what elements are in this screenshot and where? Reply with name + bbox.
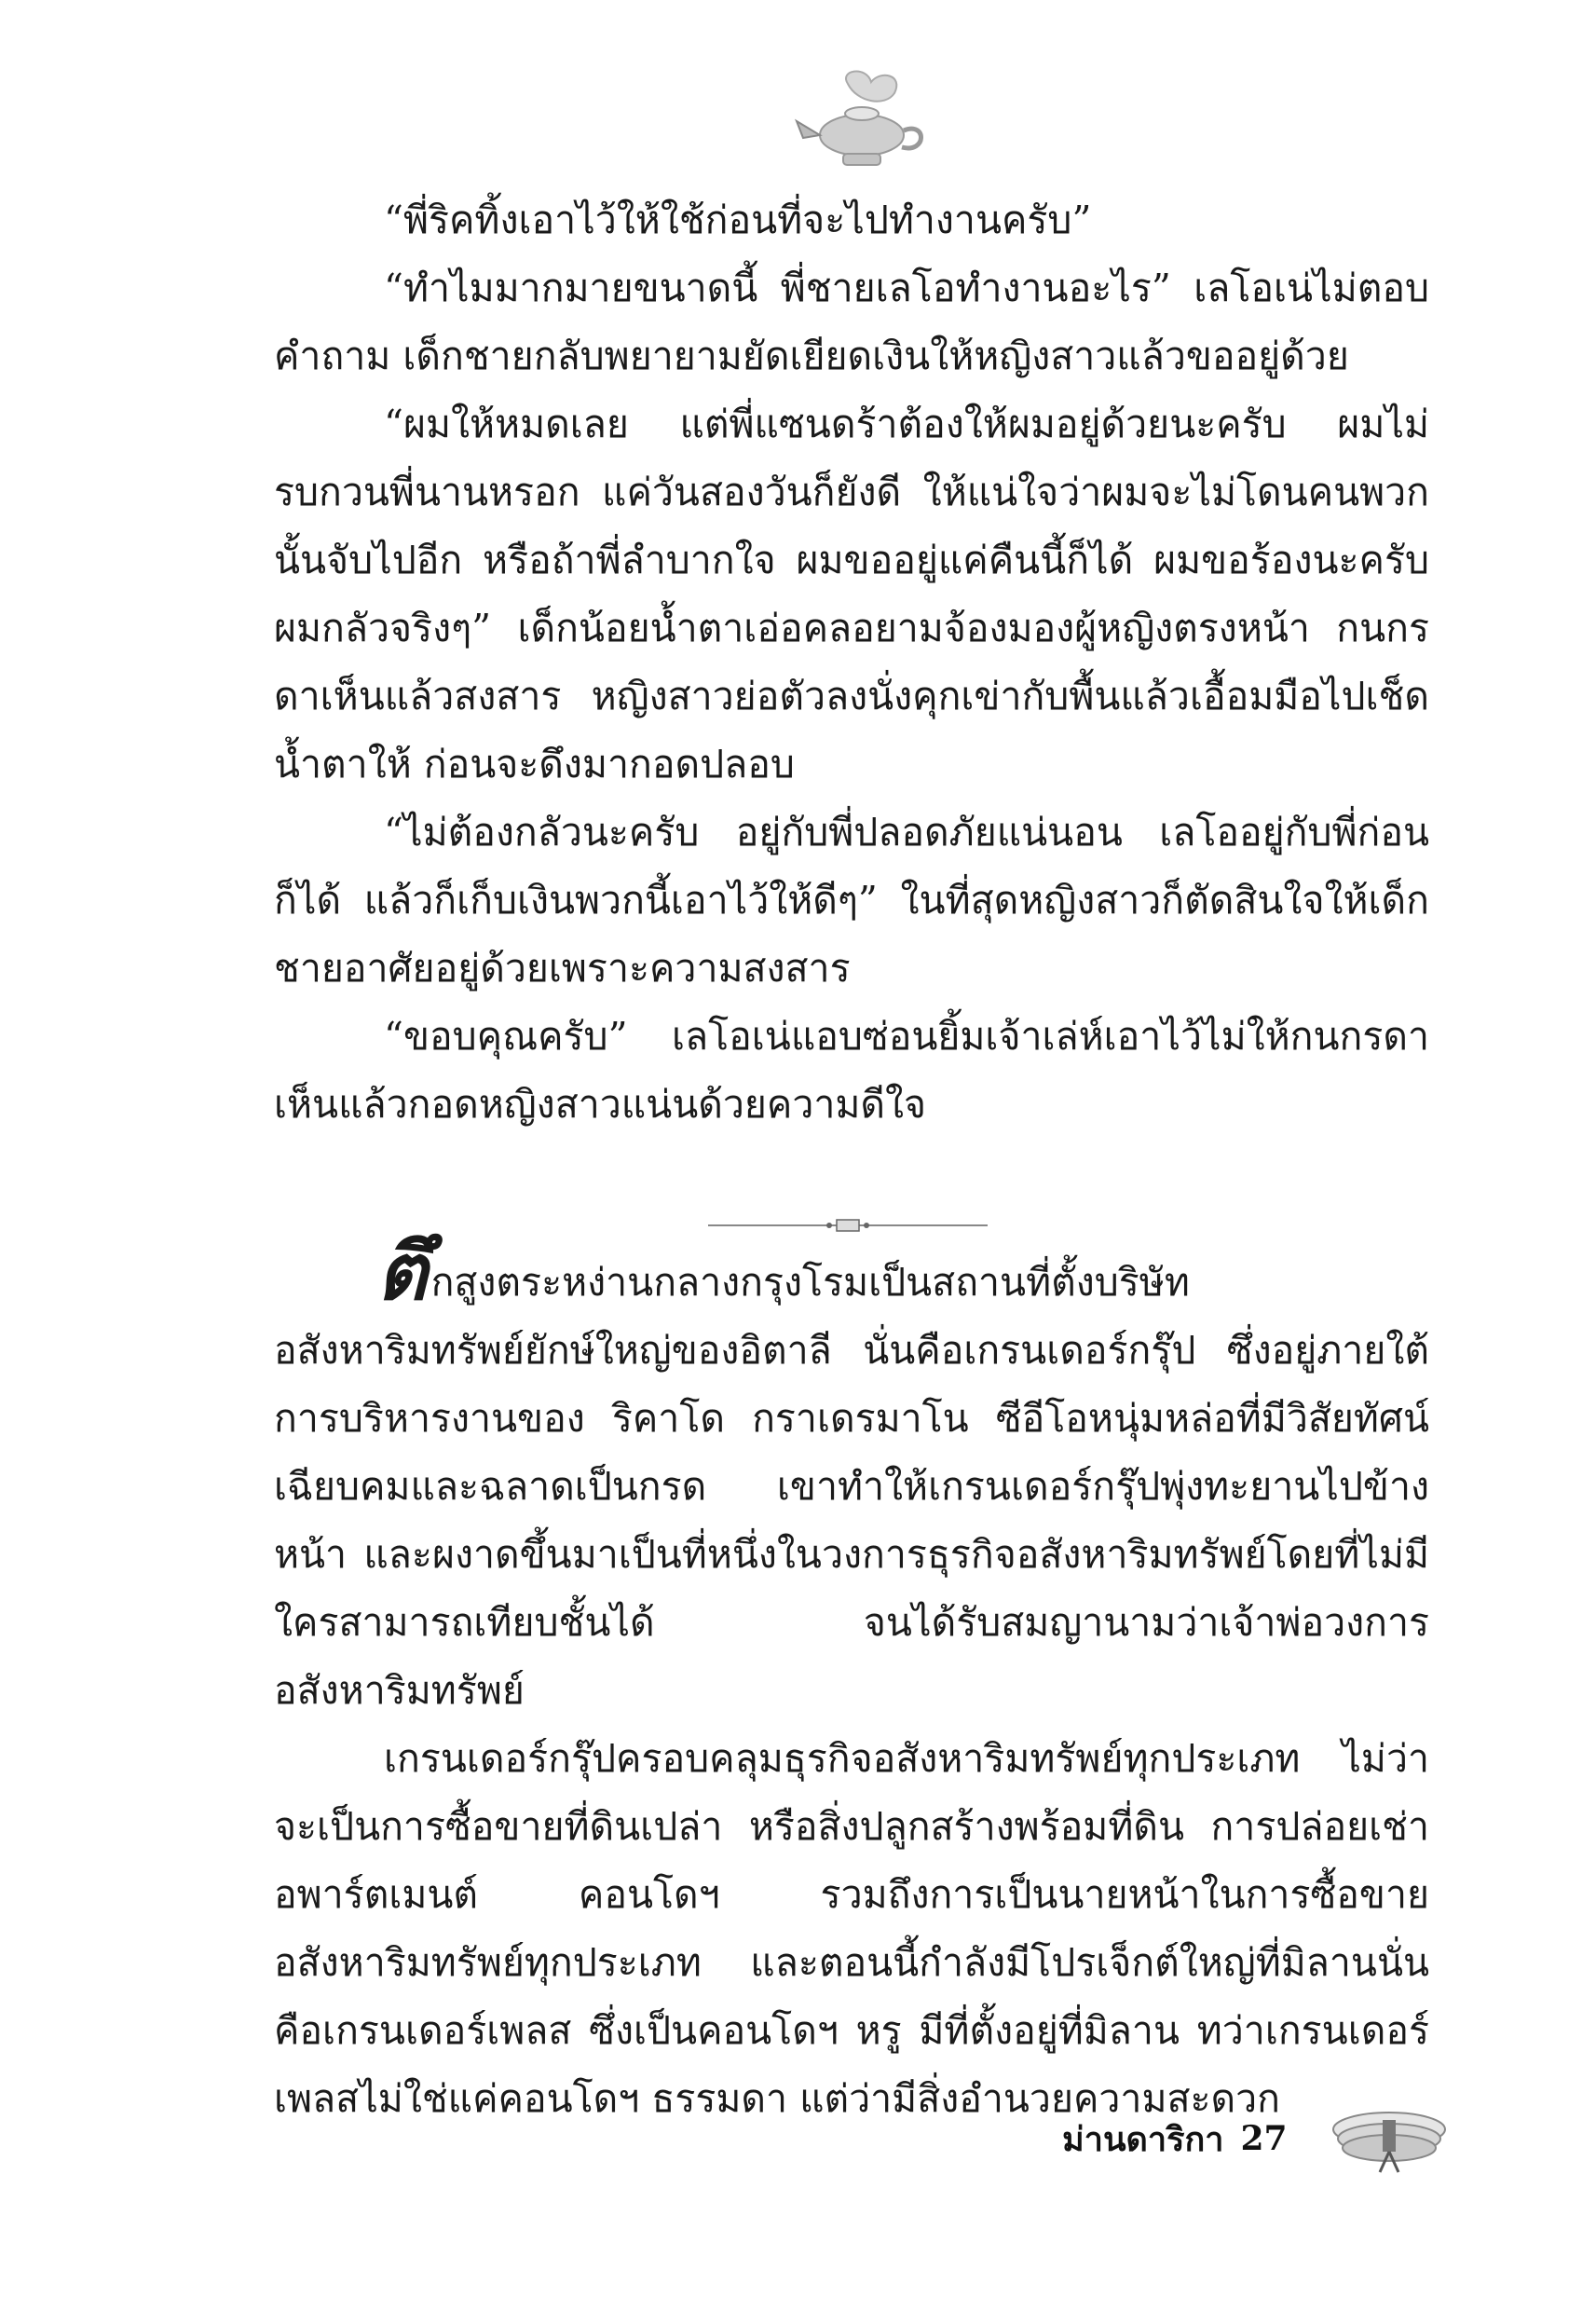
paragraph: “พี่ริคทิ้งเอาไว้ให้ใช้ก่อนที่จะไปทำงานครับ” <box>384 198 1092 242</box>
page-number: 27 <box>1240 2119 1288 2158</box>
paragraph: เกรนเดอร์กรุ๊ปครอบคลุมธุรกิจอสังหาริมทรัพย์ทุกประเภท ไม่ว่าจะเป็นการซื้อขายที่ดินเปล่า หรือสิ่งปลูกสร้างพร้อมที่ดิน การปล่อยเช่าอพาร์ตเมนต์ คอนโดฯ รวมถึงการเป็นนายหน้าในการซื้อขายอสังหาริมทรัพย์ทุกประเภท และตอนนี้กำลังมีโปรเจ็กต์ใหญ่ที่มิลานนั่นคือเกรนเดอร์เพลส ซึ่งเป็นคอนโดฯ หรู มีที่ตั้งอยู่ที่มิลาน ทว่าเกรนเดอร์เพลสไม่ใช่แค่คอนโดฯ ธรรมดา แต่ว่ามีสิ่งอำนวยความสะดวก <box>274 1736 1429 2121</box>
paragraph-text: กสูงตระหง่านกลางกรุงโรมเป็นสถานที่ตั้งบริษัทอสังหาริมทรัพย์ยักษ์ใหญ่ของอิตาลี นั่นคือเกรนเดอร์กรุ๊ป ซึ่งอยู่ภายใต้การบริหารงานของ ริคาโด กราเดรมาโน ซีอีโอหนุ่มหล่อที่มีวิสัยทัศน์เฉียบคมและฉลาดเป็นกรด เขาทำให้เกรนเดอร์กรุ๊ปพุ่งทะยานไปข้างหน้า และผงาดขึ้นมาเป็นที่หนึ่งในวงการธุรกิจอสังหาริมทรัพย์โดยที่ไม่มีใครสามารถเทียบชั้นได้ จนได้รับสมญานามว่าเจ้าพ่อวงการอสังหาริมทรัพย์ <box>274 1260 1429 1713</box>
paragraph: “ขอบคุณครับ” เลโอเน่แอบซ่อนยิ้มเจ้าเล่ห์เอาไว้ไม่ให้กนกรดาเห็นแล้วกอดหญิงสาวแน่นด้วยความดีใจ <box>274 1014 1429 1127</box>
paragraph: “ไม่ต้องกลัวนะครับ อยู่กับพี่ปลอดภัยแน่นอน เลโออยู่กับพี่ก่อนก็ได้ แล้วก็เก็บเงินพวกนี้เอาไว้ให้ดีๆ” ในที่สุดหญิงสาวก็ตัดสินใจให้เด็กชายอาศัยอยู่ด้วยเพราะความสงสาร <box>274 810 1429 991</box>
paragraph: “ทำไมมากมายขนาดนี้ พี่ชายเลโอทำงานอะไร” เลโอเน่ไม่ตอบคำถาม เด็กชายกลับพยายามยัดเยียดเงินให้หญิงสาวแล้วขออยู่ด้วย <box>274 266 1429 378</box>
book-title: ม่านดาริกา <box>1062 2120 1224 2159</box>
ornamental-divider-icon <box>708 1211 988 1239</box>
paragraph: “ผมให้หมดเลย แต่พี่แซนดร้าต้องให้ผมอยู่ด้วยนะครับ ผมไม่รบกวนพี่นานหรอก แค่วันสองวันก็ยังดี ให้แน่ใจว่าผมจะไม่โดนคนพวกนั้นจับไปอีก หรือถ้าพี่ลำบากใจ ผมขออยู่แค่คืนนี้ก็ได้ ผมขอร้องนะครับ ผมกลัวจริงๆ” เด็กน้อยน้ำตาเอ่อคลอยามจ้องมองผู้หญิงตรงหน้า กนกรดาเห็นแล้วสงสาร หญิงสาวย่อตัวลงนั่งคุกเข่ากับพื้นแล้วเอื้อมมือไปเช็ดน้ำตาให้ ก่อนจะดึงมากอดปลอบ <box>274 402 1429 786</box>
top-text-block <box>274 186 1429 1139</box>
bead-bracelet-icon <box>1319 2101 1459 2176</box>
magic-lamp-icon <box>792 65 932 177</box>
paragraph-with-dropcap <box>274 1226 1429 1725</box>
page-footer <box>1062 2101 1459 2176</box>
second-text-block <box>274 1226 1429 2133</box>
dropcap: ตึ <box>376 1226 428 1318</box>
